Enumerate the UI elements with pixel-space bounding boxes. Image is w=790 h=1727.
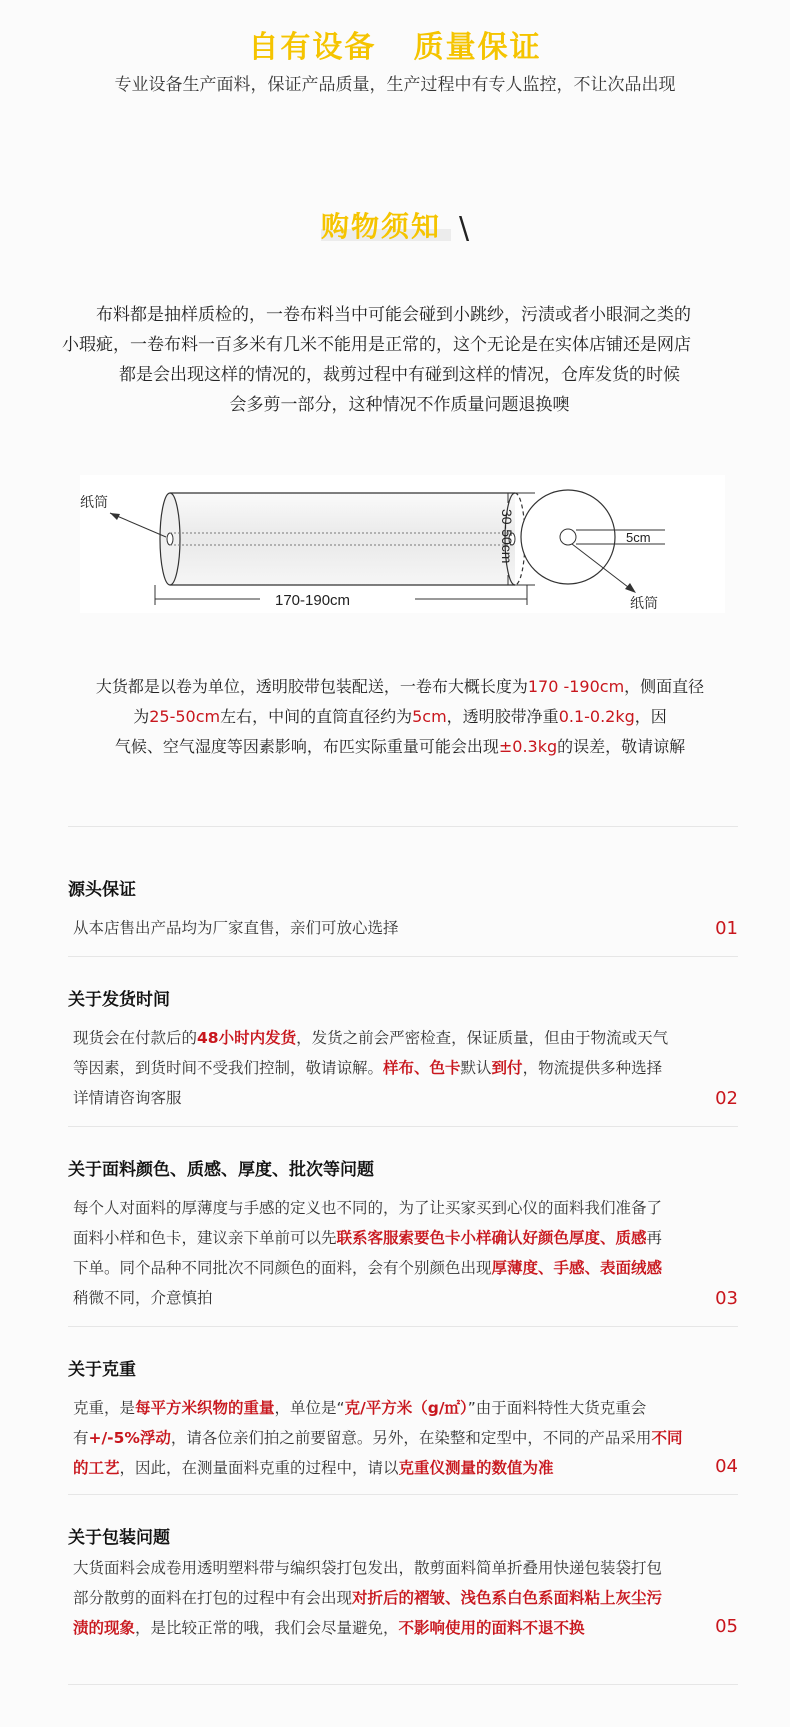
core-left: [167, 533, 173, 545]
section-number-04: 04: [715, 1456, 738, 1477]
divider: [68, 826, 738, 827]
section-title-03: 关于面料颜色、质感、厚度、批次等问题: [68, 1160, 374, 1180]
divider: [68, 1326, 738, 1327]
tube-label-right: 纸筒: [630, 595, 658, 611]
fabric-roll-diagram: [80, 475, 725, 613]
section-number-02: 02: [715, 1088, 738, 1109]
notice-title-text: 购物须知: [320, 210, 441, 243]
notice-heading: [0, 205, 790, 245]
bulk-line-2: 为25-50cm左右，中间的直筒直径约为5cm，透明胶带净重0.1-0.2kg，因: [133, 707, 667, 726]
notice-line-1: 布料都是抽样质检的，一卷布料当中可能会碰到小跳纱，污渍或者小眼洞之类的: [96, 305, 691, 325]
section-number-03: 03: [715, 1288, 738, 1309]
bulk-line-3: 气候、空气湿度等因素影响，布匹实际重量可能会出现±0.3kg的误差，敬请谅解: [114, 737, 686, 756]
section-body-04: 克重，是每平方米织物的重量，单位是“克/平方米（g/㎡）”由于面料特性大货克重会 有+/-5%浮动，请各位亲们拍之前要留意。另外，在染整和定型中，不同的产品采用不同 的工艺，因此，在测量面料克重的过程中，请以克重仪测量的数值为准: [73, 1399, 683, 1477]
divider: [68, 1494, 738, 1495]
left-arrow-head: [110, 513, 120, 520]
section-number-05: 05: [715, 1616, 738, 1637]
notice-title: [321, 205, 441, 245]
page-title: 自有设备 质量保证: [248, 30, 542, 65]
section-body-05: 大货面料会成卷用透明塑料带与编织袋打包发出，散剪面料简单折叠用快递包装袋打包 部分散剪的面料在打包的过程中有会出现对折后的褶皱、浅色系白色系面料粘上灰尘污 渍的现象，是比较正常的哦，我们会尽量避免，不影响使用的面料不退不换: [73, 1559, 663, 1637]
section-title-05: 关于包装问题: [68, 1528, 170, 1548]
notice-line-2: 小瑕疵，一卷布料一百多米有几米不能用是正常的，这个无论是在实体店铺还是网店: [62, 335, 691, 355]
section-body-01: 从本店售出产品均为厂家直售，亲们可放心选择: [73, 919, 399, 937]
divider: [68, 1684, 738, 1685]
page-subtitle: 专业设备生产面料，保证产品质量，生产过程中有专人监控，不让次品出现: [114, 75, 676, 95]
length-label: 170-190cm: [275, 592, 351, 609]
section-number-01: 01: [715, 918, 738, 939]
roll-diagram-svg: [80, 475, 725, 613]
end-view-core: [560, 529, 576, 545]
divider: [68, 1126, 738, 1127]
notice-line-3: 都是会出现这样的情况的，裁剪过程中有碰到这样的情况，仓库发货的时候: [119, 365, 680, 385]
section-title-02: 关于发货时间: [68, 990, 170, 1010]
notice-line-4: 会多剪一部分，这种情况不作质量问题退换噢: [229, 395, 570, 415]
divider: [68, 956, 738, 957]
slash-decoration: \: [458, 211, 470, 246]
bulk-line-1: 大货都是以卷为单位，透明胶带包装配送，一卷布大概长度为170 -190cm，侧面直径: [95, 677, 705, 696]
section-body-02: 现货会在付款后的48小时内发货，发货之前会严密检查，保证质量，但由于物流或天气 等因素，到货时间不受我们控制，敬请谅解。样布、色卡默认到付，物流提供多种选择 详情请咨询客服: [73, 1029, 669, 1107]
roll-body: [170, 493, 515, 585]
notice-paragraph: [62, 300, 737, 420]
tube-label-left: 纸筒: [80, 494, 108, 510]
core-label: 5cm: [626, 530, 651, 545]
section-body-03: 每个人对面料的厚薄度与手感的定义也不同的，为了让买家买到心仪的面料我们准备了 面料小样和色卡，建议亲下单前可以先联系客服索要色卡小样确认好颜色厚度、质感再 下单。同个品种不同批次不同颜色的面料，会有个别颜色出现厚薄度、手感、表面绒感 稍微不同，介意慎拍: [73, 1199, 663, 1307]
right-arrow-head: [625, 583, 636, 593]
section-title-04: 关于克重: [68, 1360, 136, 1380]
diameter-label: 30-50cm: [499, 509, 515, 564]
section-title-01: 源头保证: [68, 880, 136, 900]
bulk-info: [90, 672, 710, 762]
